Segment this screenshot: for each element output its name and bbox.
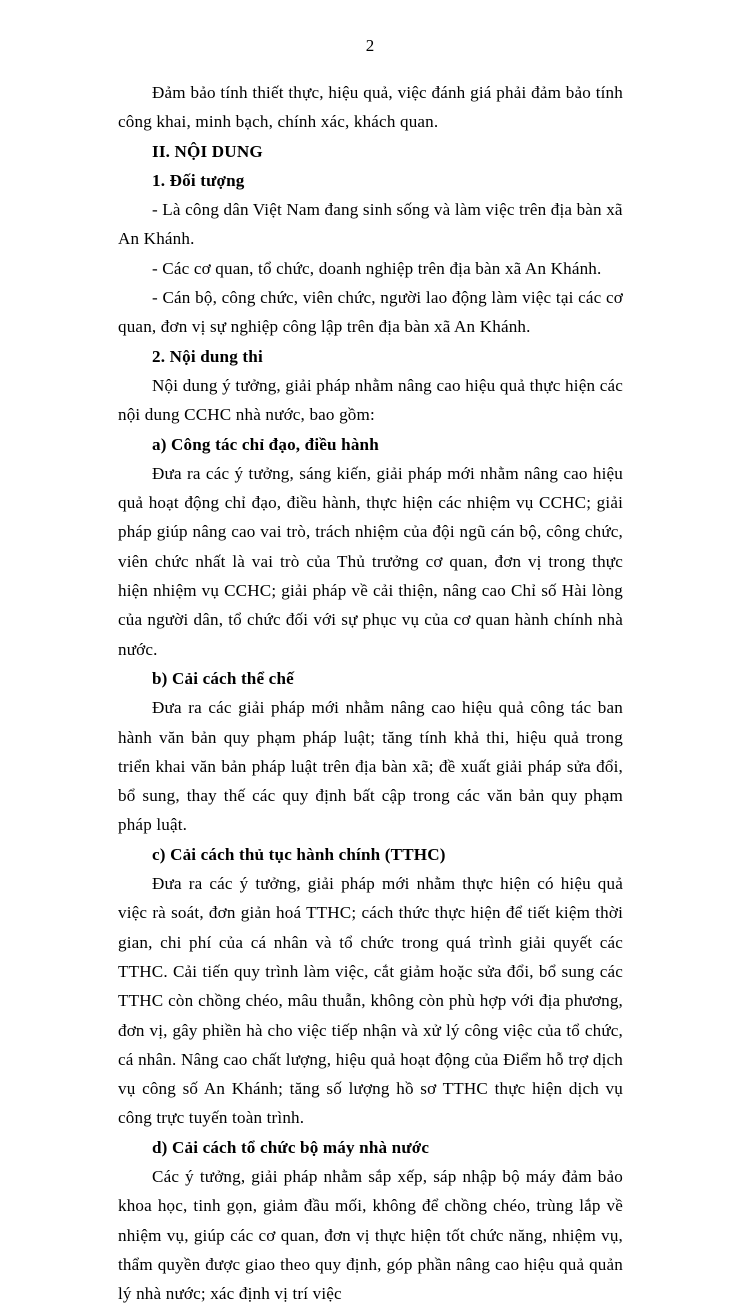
para-noi-dung-y-tuong: Nội dung ý tưởng, giải pháp nhằm nâng cao hiệu quả thực hiện các nội dung CCHC nhà nước, bao gồm: xyxy=(118,375,623,425)
para-b-body: Đưa ra các giải pháp mới nhằm nâng cao hiệu quả công tác ban hành văn bản quy phạm pháp luật; tăng tính khả thi, hiệu quả trong triển khai văn bản pháp luật trên địa bàn xã; đề xuất giải pháp sửa đổi, bổ sung, thay thế các quy định bất cập trong các văn bản quy phạm pháp luật. xyxy=(118,698,623,835)
heading-d-cai-cach-to-chuc-bo-may: d) Cải cách tổ chức bộ máy nhà nước xyxy=(152,1137,430,1157)
heading-b-cai-cach-the-che: b) Cải cách thể chế xyxy=(152,668,294,688)
para-dam-bao: Đảm bảo tính thiết thực, hiệu quả, việc đánh giá phải đảm bảo tính công khai, minh bạch, chính xác, khách quan. xyxy=(118,83,623,132)
para-c-body: Đưa ra các ý tưởng, giải pháp mới nhằm thực hiện có hiệu quả việc rà soát, đơn giản hoá TTHC; cách thức thực hiện để tiết kiệm thời gian, chi phí của cá nhân và tổ chức trong quá trình giải quyết các TTHC. Cải tiến quy trình làm việc, cắt giảm hoặc sửa đổi, bổ sung các TTHC còn chồng chéo, mâu thuẫn, không còn phù hợp với địa phương, đơn vị, gây phiền hà cho việc tiếp nhận và xử lý công việc của tổ chức, cá nhân. Nâng cao chất lượng, hiệu quả hoạt động của Điểm hỗ trợ dịch vụ công số An Khánh; tăng số lượng hồ sơ TTHC thực hiện dịch vụ công trực tuyến toàn trình. xyxy=(118,874,623,1128)
bullet-co-quan: - Các cơ quan, tổ chức, doanh nghiệp trên địa bàn xã An Khánh. xyxy=(152,258,602,278)
heading-c-cai-cach-tthc: c) Cải cách thủ tục hành chính (TTHC) xyxy=(152,844,446,864)
para-d-body: Các ý tưởng, giải pháp nhằm sắp xếp, sáp nhập bộ máy đảm bảo khoa học, tinh gọn, giảm đầu mối, không để chồng chéo, trùng lắp về nhiệm vụ, giúp các cơ quan, đơn vị thực hiện tốt chức năng, nhiệm vụ, thẩm quyền được giao theo quy định, góp phần nâng cao hiệu quả quản lý nhà nước; xác định vị trí việc xyxy=(118,1166,623,1304)
bullet-can-bo: - Cán bộ, công chức, viên chức, người lao động làm việc tại các cơ quan, đơn vị sự nghiệp công lập trên địa bàn xã An Khánh. xyxy=(118,288,623,337)
heading-2-noi-dung-thi: 2. Nội dung thi xyxy=(152,346,263,366)
heading-1-doi-tuong: 1. Đối tượng xyxy=(152,170,245,190)
heading-a-cong-tac-chi-dao: a) Công tác chỉ đạo, điều hành xyxy=(152,434,379,454)
bullet-cong-dan: - Là công dân Việt Nam đang sinh sống và làm việc trên địa bàn xã An Khánh. xyxy=(118,200,623,249)
heading-ii-noi-dung: II. NỘI DUNG xyxy=(152,141,263,161)
para-a-body: Đưa ra các ý tưởng, sáng kiến, giải pháp mới nhằm nâng cao hiệu quả hoạt động chỉ đạo, điều hành, thực hiện các nhiệm vụ CCHC; giải pháp giúp nâng cao vai trò, trách nhiệm của đội ngũ cán bộ, công chức, viên chức nhất là vai trò của Thủ trưởng cơ quan, đơn vị trong thực hiện nhiệm vụ CCHC; giải pháp về cải thiện, nâng cao Chỉ số Hài lòng của người dân, tổ chức đối với sự phục vụ của cơ quan hành chính nhà nước. xyxy=(118,463,623,659)
page-number: 2 xyxy=(365,36,375,55)
document-body xyxy=(118,78,623,1308)
